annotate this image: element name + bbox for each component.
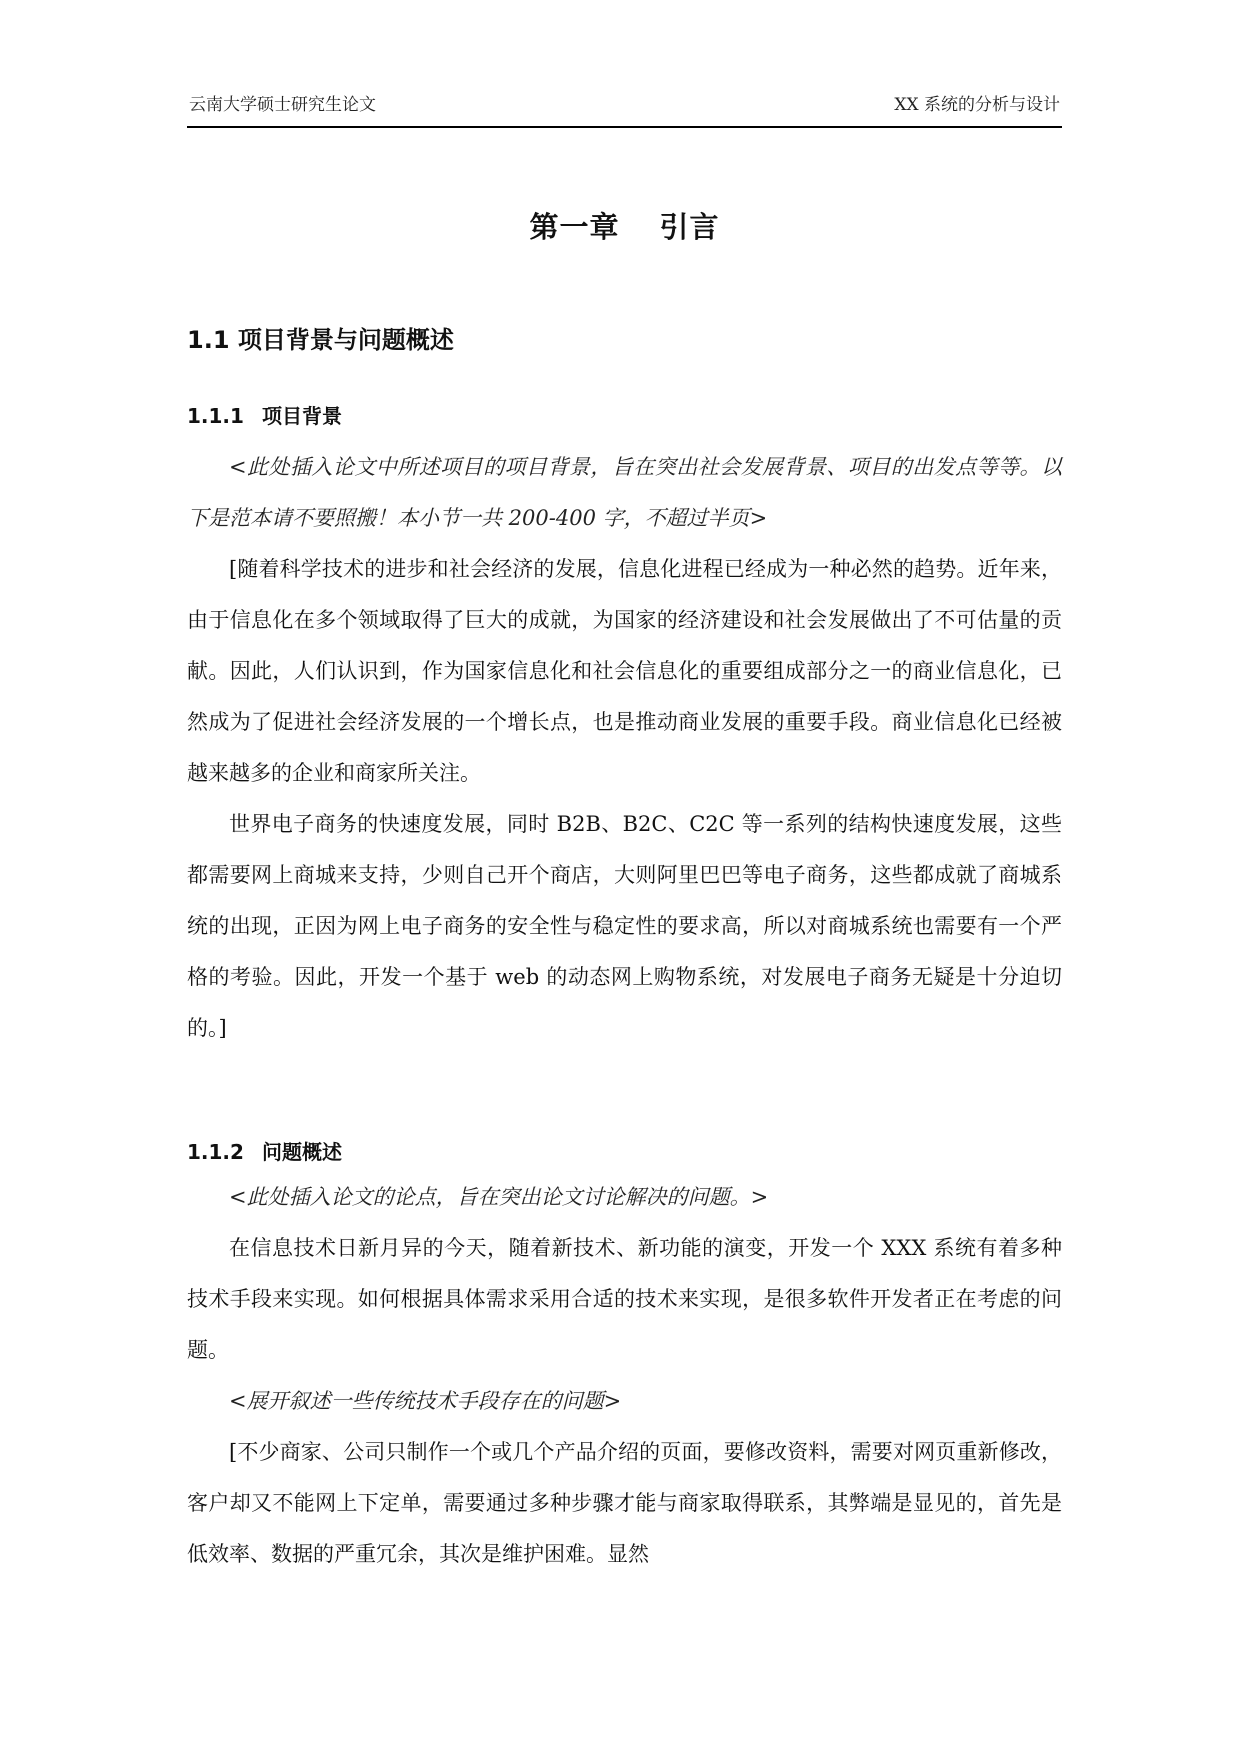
chapter-name: 引言 bbox=[659, 210, 720, 244]
subsection-heading-2 bbox=[187, 1136, 342, 1165]
subsection-heading-1 bbox=[187, 400, 342, 429]
instruction-note: <此处插入论文中所述项目的项目背景，旨在突出社会发展背景、项目的出发点等等。以下是范本请不要照搬！本小节一共 200-400 字，不超过半页> bbox=[187, 455, 1062, 530]
instruction-note: <展开叙述一些传统技术手段存在的问题> bbox=[229, 1389, 622, 1413]
section-heading: 1.1 项目背景与问题概述 bbox=[187, 326, 454, 354]
chapter-title bbox=[187, 205, 1062, 246]
paragraph: [不少商家、公司只制作一个或几个产品介绍的页面，要修改资料，需要对网页重新修改，客户却又不能网上下定单，需要通过多种步骤才能与商家取得联系，其弊端是显见的，首先是低效率、数据的严重冗余，其次是维护困难。显然 bbox=[187, 1440, 1062, 1566]
subsection-title: 项目背景 bbox=[262, 404, 342, 428]
subsection-number: 1.1.2 bbox=[187, 1140, 244, 1164]
subsection-title: 问题概述 bbox=[262, 1140, 342, 1164]
instruction-note: <此处插入论文的论点，旨在突出论文讨论解决的问题。> bbox=[229, 1185, 769, 1209]
header-thesis-title: XX 系统的分析与设计 bbox=[894, 95, 1060, 115]
subsection-body-2 bbox=[187, 1172, 1062, 1580]
page-header bbox=[187, 86, 1062, 128]
header-university: 云南大学硕士研究生论文 bbox=[189, 95, 376, 115]
paragraph: [随着科学技术的进步和社会经济的发展，信息化进程已经成为一种必然的趋势。近年来，由于信息化在多个领域取得了巨大的成就，为国家的经济建设和社会发展做出了不可估量的贡献。因此，人们认识到，作为国家信息化和社会信息化的重要组成部分之一的商业信息化，已然成为了促进社会经济发展的一个增长点，也是推动商业发展的重要手段。商业信息化已经被越来越多的企业和商家所关注。 bbox=[187, 557, 1062, 785]
subsection-body-1 bbox=[187, 442, 1062, 1054]
chapter-number: 第一章 bbox=[529, 210, 620, 244]
paragraph: 在信息技术日新月异的今天，随着新技术、新功能的演变，开发一个 XXX 系统有着多种技术手段来实现。如何根据具体需求采用合适的技术来实现，是很多软件开发者正在考虑的问题。 bbox=[187, 1236, 1062, 1362]
paragraph: 世界电子商务的快速度发展，同时 B2B、B2C、C2C 等一系列的结构快速度发展，这些都需要网上商城来支持，少则自己开个商店，大则阿里巴巴等电子商务，这些都成就了商城系统的出现，正因为网上电子商务的安全性与稳定性的要求高，所以对商城系统也需要有一个严格的考验。因此，开发一个基于 web 的动态网上购物系统，对发展电子商务无疑是十分迫切的。] bbox=[187, 812, 1062, 1040]
subsection-number: 1.1.1 bbox=[187, 404, 244, 428]
